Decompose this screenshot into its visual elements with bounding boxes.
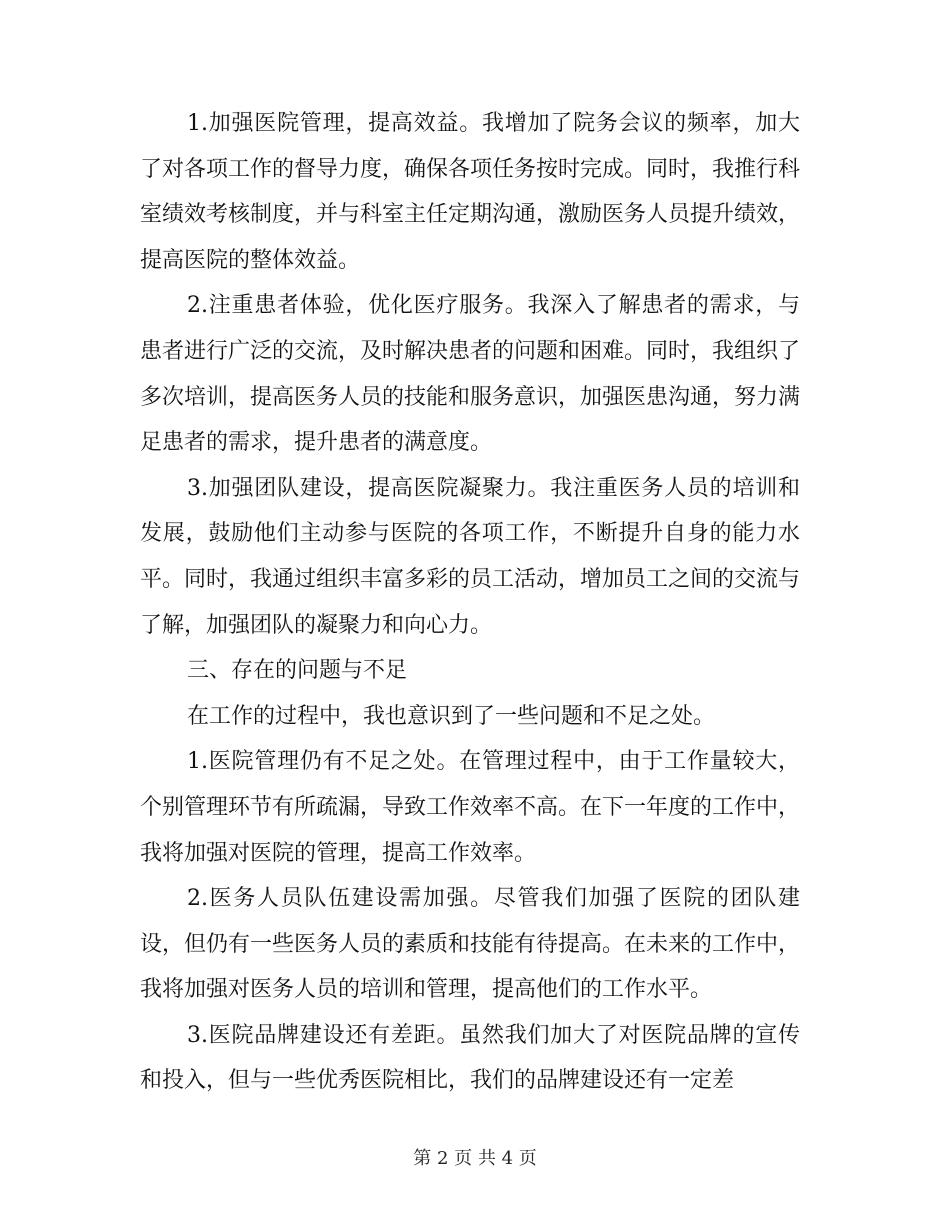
- body-text: [140, 101, 800, 1104]
- paragraph: 2.医务人员队伍建设需加强。尽管我们加强了医院的团队建设，但仍有一些医务人员的素质和技能有待提高。在未来的工作中，我将加强对医务人员的培训和管理，提高他们的工作水平。: [140, 886, 801, 1003]
- page-footer: 第 2 页 共 4 页: [413, 1148, 537, 1169]
- paragraph: 在工作的过程中，我也意识到了一些问题和不足之处。: [187, 703, 716, 729]
- paragraph: 1.加强医院管理，提高效益。我增加了院务会议的频率，加大了对各项工作的督导力度，确保各项任务按时完成。同时，我推行科室绩效考核制度，并与科室主任定期沟通，激励医务人员提升绩效，提高医院的整体效益。: [140, 111, 801, 273]
- paragraph: 1.医院管理仍有不足之处。在管理过程中，由于工作量较大，个别管理环节有所疏漏，导致工作效率不高。在下一年度的工作中，我将加强对医院的管理，提高工作效率。: [140, 749, 801, 866]
- paragraph: 2.注重患者体验，优化医疗服务。我深入了解患者的需求，与患者进行广泛的交流，及时解决患者的问题和困难。同时，我组织了多次培训，提高医务人员的技能和服务意识，加强医患沟通，努力满足患者的需求，提升患者的满意度。: [140, 293, 801, 456]
- paragraph: 3.医院品牌建设还有差距。虽然我们加大了对医院品牌的宣传和投入，但与一些优秀医院相比，我们的品牌建设还有一定差: [140, 1022, 800, 1094]
- paragraph: 3.加强团队建设，提高医院凝聚力。我注重医务人员的培训和发展，鼓励他们主动参与医院的各项工作，不断提升自身的能力水平。同时，我通过组织丰富多彩的员工活动，增加员工之间的交流与了解，加强团队的凝聚力和向心力。: [140, 475, 801, 638]
- section-heading: 三、存在的问题与不足: [187, 658, 408, 684]
